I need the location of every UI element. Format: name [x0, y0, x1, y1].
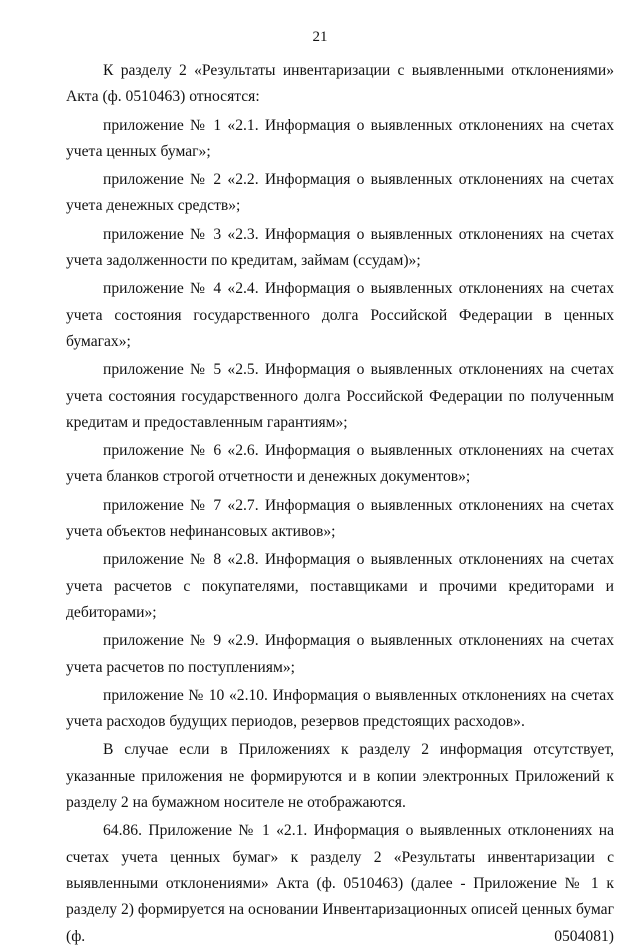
- paragraph-64-86: 64.86. Приложение № 1 «2.1. Информация о выявленных отклонениях на счетах учета ценных бумаг» к разделу 2 «Результаты инвентаризации с выявленными отклонениями» Акта (ф. 0510463) (далее - Приложение № 1 к разделу 2) формируется на основании Инвентаризационных описей ценных бумаг (ф. 0504081): [66, 822, 614, 945]
- paragraph-appendix-3: приложение № 3 «2.3. Информация о выявленных отклонениях на счетах учета задолженности по кредитам, займам (ссудам)»;: [66, 225, 614, 270]
- paragraph-appendix-10: приложение № 10 «2.10. Информация о выявленных отклонениях на счетах учета расходов будущих периодов, резервов предстоящих расходов».: [66, 686, 614, 731]
- paragraph-appendix-8: приложение № 8 «2.8. Информация о выявленных отклонениях на счетах учета расчетов с покупателями, поставщиками и прочими кредиторами и дебиторами»;: [66, 551, 614, 621]
- paragraph-no-information-case: В случае если в Приложениях к разделу 2 информация отсутствует, указанные приложения не формируются и в копии электронных Приложений к разделу 2 на бумажном носителе не отображаются.: [66, 741, 614, 812]
- paragraph-appendix-6: приложение № 6 «2.6. Информация о выявленных отклонениях на счетах учета бланков строгой отчетности и денежных документов»;: [66, 442, 614, 486]
- paragraph-appendix-4: приложение № 4 «2.4. Информация о выявленных отклонениях на счетах учета состояния государственного долга Российской Федерации в ценных бумагах»;: [66, 280, 614, 350]
- document-body: [66, 58, 614, 950]
- paragraph-appendix-1: приложение № 1 «2.1. Информация о выявленных отклонениях на счетах учета ценных бумаг»;: [66, 116, 614, 160]
- page-number: 21: [312, 29, 328, 45]
- paragraph-appendix-5: приложение № 5 «2.5. Информация о выявленных отклонениях на счетах учета состояния государственного долга Российской Федерации по полученным кредитам и предоставленным гарантиям»;: [66, 361, 614, 431]
- paragraph-appendix-7: приложение № 7 «2.7. Информация о выявленных отклонениях на счетах учета объектов нефинансовых активов»;: [66, 496, 614, 541]
- paragraph-appendix-9: приложение № 9 «2.9. Информация о выявленных отклонениях на счетах учета расчетов по поступлениям»;: [66, 632, 614, 676]
- paragraph-appendix-2: приложение № 2 «2.2. Информация о выявленных отклонениях на счетах учета денежных средств»;: [66, 171, 614, 215]
- paragraph-section-2-intro: К разделу 2 «Результаты инвентаризации с выявленными отклонениями» Акта (ф. 0510463) относятся:: [66, 62, 614, 106]
